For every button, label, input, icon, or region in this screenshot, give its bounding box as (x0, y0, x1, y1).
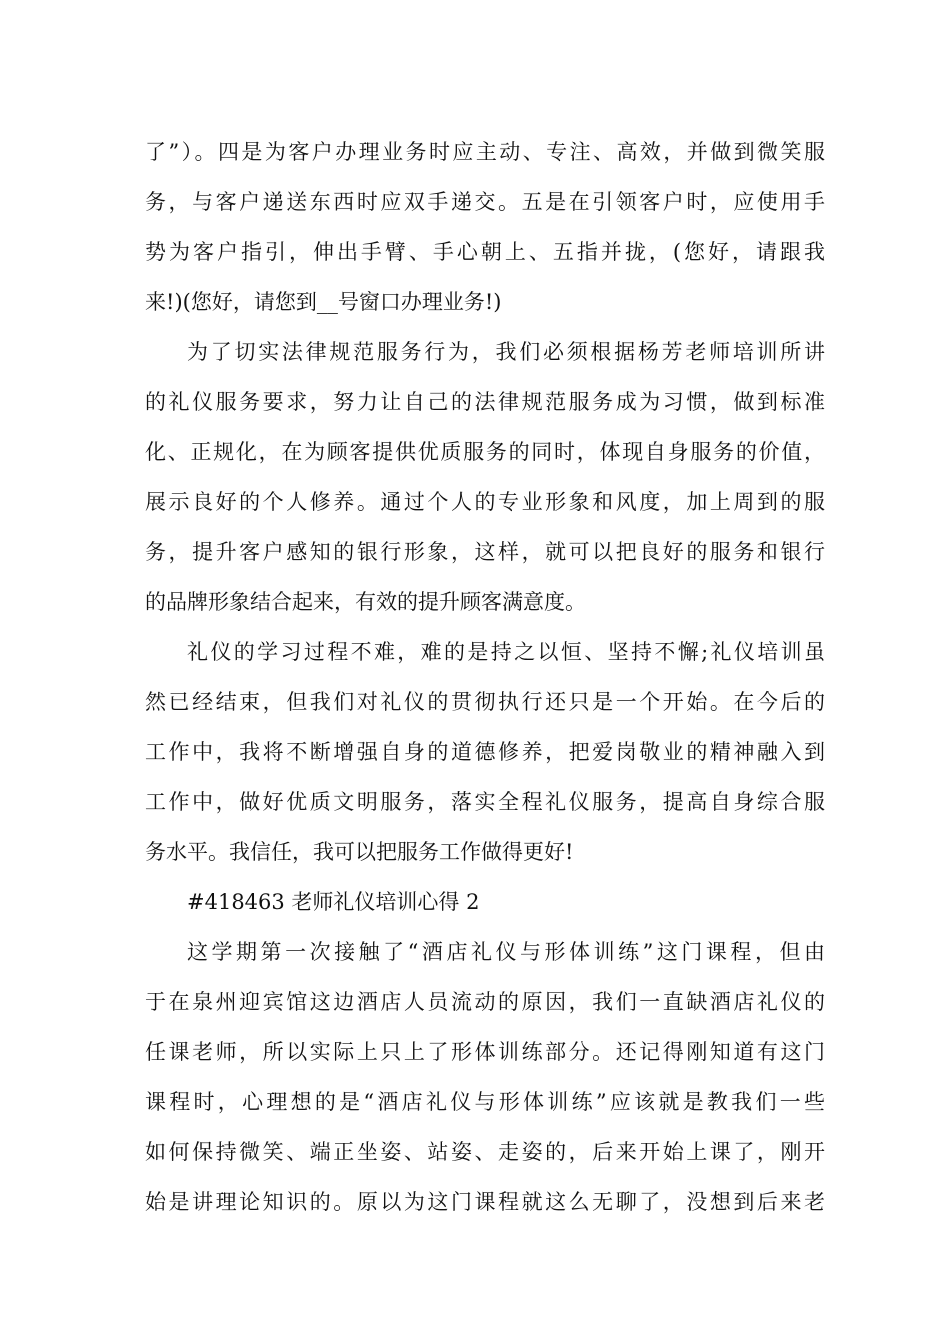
text-line: 务，提升客户感知的银行形象，这样，就可以把良好的服务和银行 (145, 540, 825, 564)
text-line: 这学期第一次接触了“酒店礼仪与形体训练”这门课程，但由 (187, 940, 825, 964)
text-line: 然已经结束，但我们对礼仪的贯彻执行还只是一个开始。在今后的 (145, 690, 825, 714)
text-line: 展示良好的个人修养。通过个人的专业形象和风度，加上周到的服 (145, 490, 825, 514)
document-body (145, 127, 825, 1227)
text-line: 课程时，心理想的是“酒店礼仪与形体训练”应该就是教我们一些 (145, 1090, 825, 1114)
text-line: 于在泉州迎宾馆这边酒店人员流动的原因，我们一直缺酒店礼仪的 (145, 990, 825, 1014)
text-line: 始是讲理论知识的。原以为这门课程就这么无聊了，没想到后来老 (145, 1190, 825, 1214)
text-line: 礼仪的学习过程不难，难的是持之以恒、坚持不懈;礼仪培训虽 (187, 640, 825, 664)
text-line: 任课老师，所以实际上只上了形体训练部分。还记得刚知道有这门 (145, 1040, 825, 1064)
text-line: 的品牌形象结合起来，有效的提升顾客满意度。 (145, 590, 586, 614)
text-line: 务，与客户递送东西时应双手递交。五是在引领客户时，应使用手 (145, 190, 825, 214)
text-line: 如何保持微笑、端正坐姿、站姿、走姿的，后来开始上课了，刚开 (145, 1140, 825, 1164)
text-line: 来!)(您好，请您到__号窗口办理业务!) (145, 290, 502, 314)
text-line: #418463 老师礼仪培训心得 2 (187, 890, 480, 914)
text-line: 为了切实法律规范服务行为，我们必须根据杨芳老师培训所讲 (187, 340, 825, 364)
text-line: 势为客户指引，伸出手臂、手心朝上、五指并拢，(您好，请跟我 (145, 240, 825, 264)
text-line: 的礼仪服务要求，努力让自己的法律规范服务成为习惯，做到标准 (145, 390, 825, 414)
text-line: 了”）。四是为客户办理业务时应主动、专注、高效，并做到微笑服 (145, 140, 825, 164)
text-line: 工作中，做好优质文明服务，落实全程礼仪服务，提高自身综合服 (145, 790, 825, 814)
text-line: 务水平。我信任，我可以把服务工作做得更好! (145, 840, 574, 864)
text-line: 化、正规化，在为顾客提供优质服务的同时，体现自身服务的价值， (145, 440, 825, 464)
text-line: 工作中，我将不断增强自身的道德修养，把爱岗敬业的精神融入到 (145, 740, 825, 764)
